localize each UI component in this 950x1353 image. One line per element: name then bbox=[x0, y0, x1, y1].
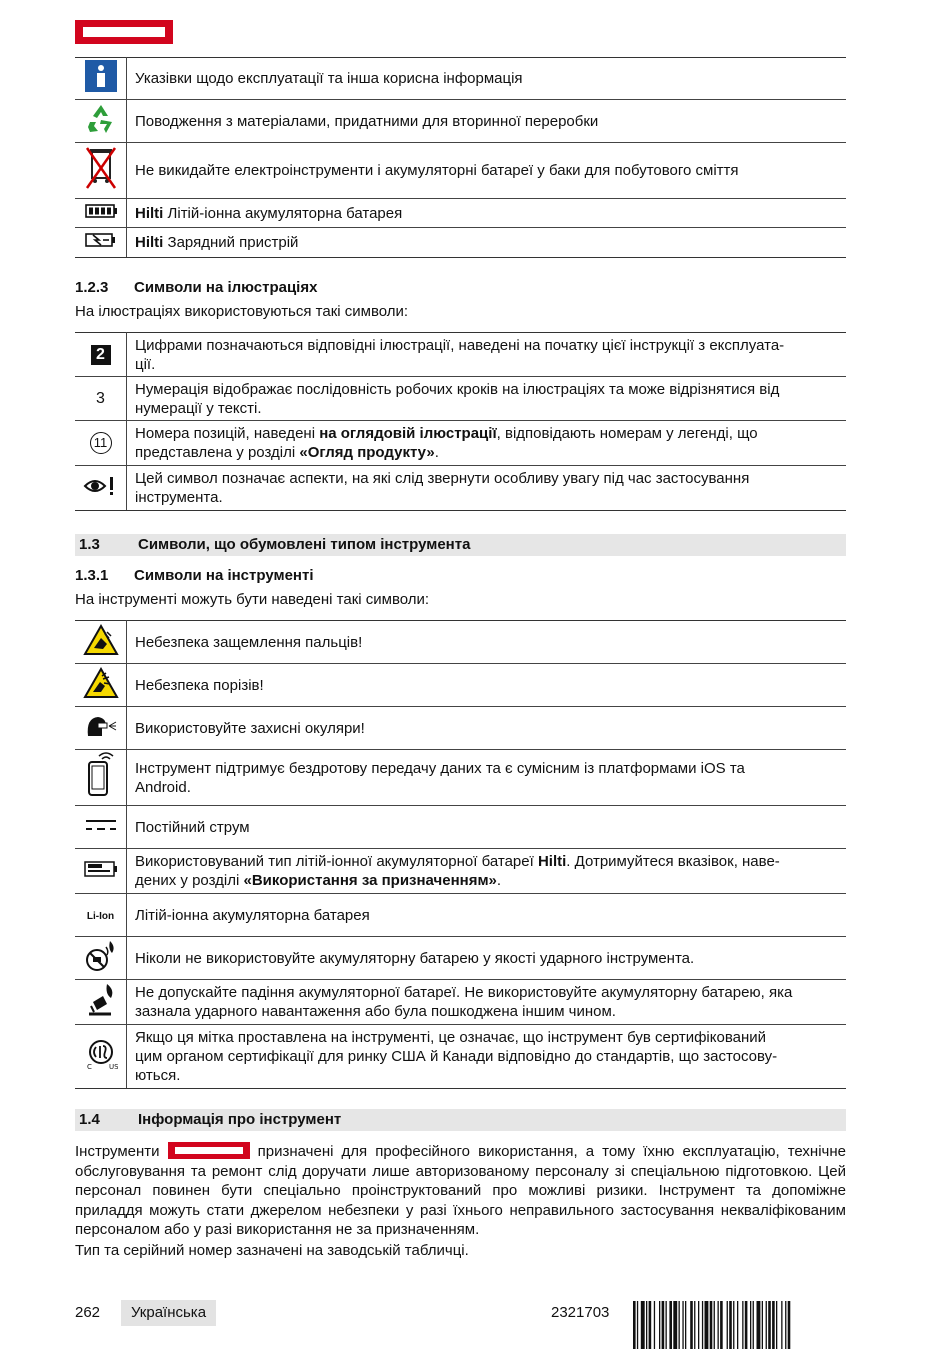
table-text-cont: інструмента. bbox=[135, 489, 223, 506]
table-text-cont: Android. bbox=[135, 778, 191, 796]
barcode-bar bbox=[641, 1301, 645, 1349]
hilti-logo bbox=[75, 20, 173, 44]
barcode-bar bbox=[729, 1301, 732, 1349]
table-text: Не допускайте падіння акумуляторної батареї. Не використовуйте акумуляторну батарею, яка bbox=[135, 984, 793, 1001]
table-row bbox=[75, 806, 846, 849]
table-text: Указівки щодо експлуатації та інша корисна інформація bbox=[127, 58, 847, 100]
section-number: 1.4 bbox=[79, 1111, 100, 1128]
table-text: Цей символ позначає аспекти, на які слід звернути особливу увагу під час застосування bbox=[135, 470, 750, 487]
tool-info-paragraph bbox=[75, 1142, 846, 1240]
barcode-bar bbox=[768, 1301, 771, 1349]
eye-attention-icon bbox=[75, 466, 127, 511]
table-text-cont: зазнала ударного навантаження або була пошкоджена іншим чином. bbox=[135, 1003, 616, 1020]
table-text: Зарядний пристрій bbox=[163, 234, 299, 251]
barcode-bar bbox=[718, 1301, 719, 1349]
table-text: . Дотримуйтеся вказівок, наве- bbox=[566, 853, 780, 870]
table-row bbox=[75, 894, 846, 937]
table-text: Якщо ця мітка проставлена на інструменті, це означає, що інструмент був сертифікований bbox=[135, 1029, 767, 1046]
table-text: , відповідають номерам у легенді, що bbox=[496, 425, 758, 442]
barcode-bar bbox=[682, 1301, 683, 1349]
battery-icon bbox=[75, 199, 127, 228]
table-text: Поводження з матеріалами, придатними для вторинної переробки bbox=[127, 100, 847, 143]
barcode-bar bbox=[710, 1301, 713, 1349]
crossed-bin-icon bbox=[75, 143, 127, 199]
table-row bbox=[75, 621, 846, 664]
brand-bold: Hilti bbox=[135, 234, 164, 251]
hilti-inline-logo bbox=[168, 1142, 250, 1159]
barcode-bar bbox=[702, 1301, 703, 1349]
section-band-1-3 bbox=[75, 534, 846, 556]
barcode-bar bbox=[745, 1301, 748, 1349]
table-text: Літій-іонна акумуляторна батарея bbox=[163, 204, 403, 222]
table-text-cont: цим органом сертифікації для ринку США й Канади відповідно до стандартів, що застосову- bbox=[135, 1048, 778, 1065]
brand-bold: Hilti bbox=[135, 204, 164, 222]
barcode-bar bbox=[727, 1301, 728, 1349]
barcode-bar bbox=[757, 1301, 761, 1349]
table-row bbox=[75, 228, 846, 258]
table-text: Постійний струм bbox=[127, 806, 847, 849]
barcode-bar bbox=[714, 1301, 715, 1349]
table-text-bold: на оглядовій ілюстрації bbox=[319, 425, 497, 442]
table-row bbox=[75, 750, 846, 806]
table-row bbox=[75, 937, 846, 980]
barcode-bar bbox=[654, 1301, 655, 1349]
table-text: Номера позицій, наведені bbox=[135, 425, 320, 442]
section-heading-1-2-3 bbox=[75, 279, 317, 296]
table-row bbox=[75, 664, 846, 707]
position-number-icon: 11 bbox=[90, 432, 112, 454]
table-row bbox=[75, 58, 846, 100]
table-text: . bbox=[496, 872, 502, 889]
table-row bbox=[75, 466, 846, 511]
table-text: Нумерація відображає послідовність робочих кроків на ілюстраціях та може відрізнятися від bbox=[135, 380, 780, 398]
table-row bbox=[75, 421, 846, 466]
barcode-bar bbox=[633, 1301, 636, 1349]
table-text: представлена у розділі bbox=[135, 444, 300, 461]
table-text-bold: «Огляд продукту» bbox=[299, 444, 435, 461]
cut-warning-icon bbox=[75, 664, 127, 707]
safety-glasses-icon bbox=[75, 707, 127, 750]
table-row bbox=[75, 143, 846, 199]
table-row bbox=[75, 849, 846, 894]
barcode-bar bbox=[720, 1301, 723, 1349]
paragraph-text: Інструменти bbox=[75, 1143, 168, 1160]
barcode-bar bbox=[679, 1301, 680, 1349]
svg-text:US: US bbox=[108, 1063, 118, 1071]
barcode-bar bbox=[649, 1301, 652, 1349]
symbols-table-tool bbox=[75, 620, 846, 1089]
barcode-bar bbox=[750, 1301, 751, 1349]
wireless-phone-icon bbox=[75, 750, 127, 806]
section-number: 1.3 bbox=[79, 536, 100, 553]
symbols-table-illustrations bbox=[75, 332, 846, 511]
recycle-icon bbox=[75, 100, 127, 143]
section-band-1-4 bbox=[75, 1109, 846, 1131]
barcode-bar bbox=[659, 1301, 660, 1349]
finger-pinch-warning-icon bbox=[75, 621, 127, 664]
barcode-bar bbox=[698, 1301, 699, 1349]
figure-number-symbol: 2 bbox=[91, 345, 111, 365]
page-number: 262 bbox=[75, 1304, 101, 1321]
section-number: 1.3.1 bbox=[75, 567, 109, 584]
no-impact-icon bbox=[75, 937, 127, 980]
section-title: Інформація про інструмент bbox=[138, 1111, 342, 1128]
table-row bbox=[75, 377, 846, 421]
barcode-bar bbox=[662, 1301, 665, 1349]
barcode-bar bbox=[669, 1301, 672, 1349]
csa-certification-icon bbox=[75, 1025, 127, 1089]
section-number: 1.2.3 bbox=[75, 279, 109, 296]
barcode-bar bbox=[772, 1301, 775, 1349]
barcode-bar bbox=[737, 1301, 738, 1349]
table-row bbox=[75, 333, 846, 377]
table-text-bold: Hilti bbox=[537, 853, 567, 870]
direct-current-icon bbox=[75, 806, 127, 849]
document-code: 2321703 bbox=[551, 1304, 610, 1321]
table-text: Літій-іонна акумуляторна батарея bbox=[127, 894, 847, 937]
barcode-bar bbox=[781, 1301, 782, 1349]
section-title: Символи, що обумовлені типом інструмента bbox=[138, 536, 471, 553]
table-text: Небезпека порізів! bbox=[127, 664, 847, 707]
nameplate-note: Тип та серійний номер зазначені на заводській табличці. bbox=[75, 1242, 469, 1259]
barcode-bar bbox=[637, 1301, 638, 1349]
section-title: Символи на ілюстраціях bbox=[134, 279, 318, 296]
section-heading-1-3-1 bbox=[75, 567, 314, 584]
table-text: Цифрами позначаються відповідні ілюстрації, наведені на початку цієї інструкції з експлуата- bbox=[135, 336, 785, 354]
charger-icon bbox=[75, 228, 127, 258]
table-text: . bbox=[434, 444, 439, 461]
table-text: дених у розділі bbox=[135, 872, 244, 889]
table-text-bold: «Використання за призначенням» bbox=[243, 872, 497, 889]
table-row bbox=[75, 1025, 846, 1089]
barcode-bar bbox=[673, 1301, 677, 1349]
table-text: Ніколи не використовуйте акумуляторну батарею у якості ударного інструмента. bbox=[127, 937, 847, 980]
no-drop-icon bbox=[75, 980, 127, 1025]
barcode-bar bbox=[776, 1301, 777, 1349]
svg-text:C: C bbox=[86, 1063, 92, 1071]
barcode-bar bbox=[788, 1301, 791, 1349]
li-ion-icon: Li-Ion bbox=[86, 910, 115, 922]
paragraph-text: призначені для професійного використання, а тому їхню експлуатацію, технічне обслуговування та ремонт слід доручати лише авторизованому персоналу зі спеціальною підготовкою. Цей персонал повинен бути спеціально проінструктований про можливі ризики. Інструмент та допоміжне приладдя можуть стати джерелом небезпеки у разі їхнього неправильного застосування некваліфікованим персоналом або у разі використання не за призначенням. bbox=[75, 1143, 846, 1238]
barcode bbox=[633, 1301, 846, 1349]
table-text: Використовуйте захисні окуляри! bbox=[127, 707, 847, 750]
table-text: Небезпека защемлення пальців! bbox=[127, 621, 847, 664]
info-icon bbox=[75, 58, 127, 100]
language-label: Українська bbox=[121, 1300, 216, 1326]
section-intro: На ілюстраціях використовуються такі символи: bbox=[75, 303, 409, 320]
step-number-icon: 3 bbox=[96, 390, 105, 407]
barcode-bar bbox=[753, 1301, 754, 1349]
barcode-bar bbox=[766, 1301, 767, 1349]
figure-number-icon bbox=[75, 333, 127, 377]
barcode-bar bbox=[785, 1301, 786, 1349]
barcode-bar bbox=[762, 1301, 763, 1349]
barcode-bar bbox=[705, 1301, 709, 1349]
table-text: Використовуваний тип літій-іонної акумуляторної батареї bbox=[135, 853, 538, 870]
barcode-bar bbox=[666, 1301, 667, 1349]
table-text-cont: ції. bbox=[135, 355, 156, 373]
table-text: Не викидайте електроінструменти і акумуляторні батареї у баки для побутового сміття bbox=[127, 143, 847, 199]
table-row bbox=[75, 100, 846, 143]
table-row bbox=[75, 707, 846, 750]
barcode-bar bbox=[690, 1301, 693, 1349]
table-row bbox=[75, 199, 846, 228]
battery-type-icon bbox=[75, 849, 127, 894]
table-text-cont: нумерації у тексті. bbox=[135, 399, 262, 417]
table-row bbox=[75, 980, 846, 1025]
barcode-bar bbox=[694, 1301, 695, 1349]
barcode-bar bbox=[685, 1301, 686, 1349]
table-text: Інструмент підтримує бездротову передачу даних та є сумісним із платформами iOS та bbox=[135, 759, 745, 777]
section-title: Символи на інструменті bbox=[134, 567, 314, 584]
barcode-bar bbox=[646, 1301, 647, 1349]
section-intro: На інструменті можуть бути наведені такі символи: bbox=[75, 591, 430, 608]
symbols-table-general bbox=[75, 57, 846, 258]
barcode-bar bbox=[742, 1301, 743, 1349]
barcode-bar bbox=[733, 1301, 734, 1349]
table-text-cont: ються. bbox=[135, 1067, 181, 1084]
